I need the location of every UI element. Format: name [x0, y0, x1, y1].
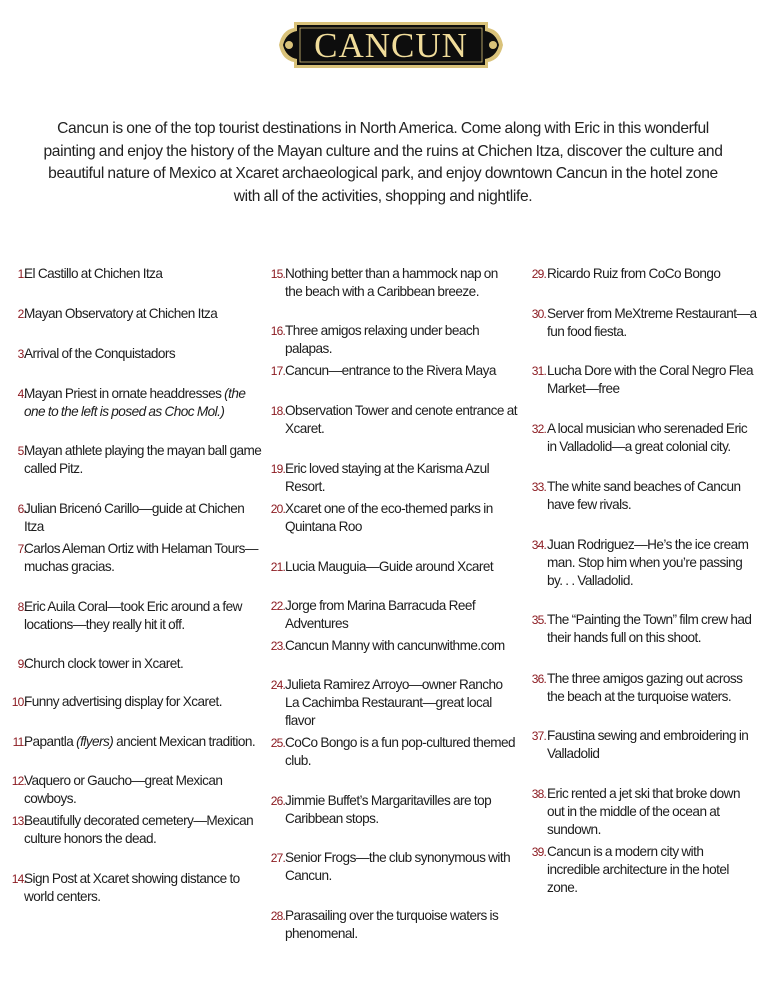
item-number: 32. [531, 422, 546, 436]
item-number: 11. [12, 735, 26, 749]
item-text-main: Carlos Aleman Ortiz with Helaman Tours—muchas gracias. [24, 541, 258, 574]
item-text-main: Funny advertising display for Xcaret. [24, 694, 222, 709]
item-text-main: Papantla [24, 734, 74, 749]
item-text [285, 637, 517, 655]
item-text [547, 785, 757, 839]
item-number: 13. [11, 814, 26, 828]
item-text [24, 442, 264, 478]
item-text [547, 305, 757, 341]
item-text [285, 734, 517, 770]
item-text-main: Senior Frogs—the club synonymous with Cancun. [285, 850, 511, 883]
item-text [285, 849, 517, 885]
item-number: 16. [270, 324, 285, 338]
item-number: 25. [270, 736, 285, 750]
item-text [24, 655, 264, 673]
item-text [24, 870, 264, 906]
item-number: 18. [270, 404, 285, 418]
item-number: 35. [531, 613, 546, 627]
item-text-main: Cancun is a modern city with incredible architecture in the hotel zone. [547, 844, 729, 895]
item-number: 28. [270, 909, 285, 923]
item-text-italic: (flyers) [76, 734, 114, 749]
item-text [285, 907, 517, 943]
item-text [285, 322, 517, 358]
item-text-main: Church clock tower in Xcaret. [24, 656, 184, 671]
item-text [285, 597, 517, 633]
item-number: 19. [270, 462, 285, 476]
item-text-after: ancient Mexican tradition. [116, 734, 256, 749]
item-text [547, 536, 757, 590]
item-number: 15. [270, 267, 285, 281]
intro-paragraph: Cancun is one of the top tourist destinations in North America. Come along with Eric in this wonderful painting and enjoy the history of the Mayan culture and the ruins at Chichen Itza, discover the culture and beautiful nature of Mexico at Xcaret archaeological park, and enjoy downtown Cancun in the hotel zone with all of the activities, shopping and nightlife. [43, 120, 723, 205]
item-number: 10. [11, 695, 26, 709]
item-text [24, 385, 264, 421]
item-text [24, 598, 264, 634]
item-number: 26. [270, 794, 285, 808]
item-text-main: Parasailing over the turquoise waters is phenomenal. [285, 908, 499, 941]
logo-title: CANCUN [314, 26, 468, 65]
item-number: 30. [531, 307, 546, 321]
item-text [24, 693, 264, 711]
item-text-main: The white sand beaches of Cancun have few rivals. [547, 479, 741, 512]
item-text [24, 540, 264, 576]
item-number: 24. [270, 678, 285, 692]
item-text [285, 460, 517, 496]
item-text [547, 420, 757, 456]
item-text [285, 792, 517, 828]
item-number: 4. [17, 387, 26, 401]
item-text [24, 305, 264, 323]
item-text [24, 345, 264, 363]
item-text-main: Julieta Ramirez Arroyo—owner Rancho La Cachimba Restaurant—great local flavor [285, 677, 503, 728]
item-text [547, 478, 757, 514]
item-number: 5. [17, 444, 26, 458]
item-text-main: Observation Tower and cenote entrance at Xcaret. [285, 403, 517, 436]
item-text [547, 843, 757, 897]
item-text [24, 500, 264, 536]
item-text-main: CoCo Bongo is a fun pop-cultured themed club. [285, 735, 516, 768]
item-number: 3. [17, 347, 26, 361]
item-text-main: Cancun—entrance to the Rivera Maya [285, 363, 496, 378]
item-text-main: Vaquero or Gaucho—great Mexican cowboys. [24, 773, 223, 806]
item-number: 22. [270, 599, 285, 613]
item-number: 36. [531, 672, 546, 686]
item-number: 6. [17, 502, 26, 516]
item-number: 38. [531, 787, 546, 801]
item-number: 9. [17, 657, 26, 671]
item-text-main: Juan Rodriguez—He’s the ice cream man. Stop him when you’re passing by. . . Valladolid. [547, 537, 749, 588]
item-text-main: Beautifully decorated cemetery—Mexican culture honors the dead. [24, 813, 254, 846]
item-text-main: Mayan athlete playing the mayan ball game called Pitz. [24, 443, 262, 476]
item-number: 14. [11, 872, 26, 886]
item-text-main: Eric loved staying at the Karisma Azul Resort. [285, 461, 490, 494]
item-text-main: Three amigos relaxing under beach palapas. [285, 323, 480, 356]
item-number: 12. [11, 774, 26, 788]
item-text [547, 670, 757, 706]
item-text [24, 812, 264, 848]
item-text-main: Xcaret one of the eco-themed parks in Quintana Roo [285, 501, 493, 534]
item-number: 34. [531, 538, 546, 552]
item-text [285, 265, 517, 301]
item-text [547, 362, 757, 398]
item-text-main: The “Painting the Town” film crew had their hands full on this shoot. [547, 612, 752, 645]
item-number: 37. [531, 729, 546, 743]
item-text [24, 265, 264, 283]
item-text-italic: (the one to the left is posed as Choc Mol.) [24, 386, 246, 419]
item-number: 17. [270, 364, 285, 378]
item-number: 7. [17, 542, 26, 556]
item-text [285, 402, 517, 438]
item-text-main: Ricardo Ruiz from CoCo Bongo [547, 266, 721, 281]
item-text [285, 676, 517, 730]
item-text-main: Server from MeXtreme Restaurant—a fun food fiesta. [547, 306, 757, 339]
item-text [285, 362, 517, 380]
item-number: 21. [270, 560, 285, 574]
item-text-main: Mayan Observatory at Chichen Itza [24, 306, 218, 321]
item-text [547, 611, 757, 647]
item-text [285, 558, 517, 576]
item-text-main: Cancun Manny with cancunwithme.com [285, 638, 505, 653]
item-number: 2. [17, 307, 26, 321]
item-text [24, 772, 264, 808]
item-text-main: Arrival of the Conquistadors [24, 346, 176, 361]
item-text-main: Lucha Dore with the Coral Negro Flea Market—free [547, 363, 753, 396]
item-text-main: Eric rented a jet ski that broke down out in the middle of the ocean at sundown. [547, 786, 740, 837]
item-number: 39. [531, 845, 546, 859]
item-text-main: Lucia Mauguia—Guide around Xcaret [285, 559, 494, 574]
item-text [285, 500, 517, 536]
item-text-main: A local musician who serenaded Eric in Valladolid—a great colonial city. [547, 421, 748, 454]
item-text-main: Jimmie Buffet’s Margaritavilles are top Caribbean stops. [285, 793, 492, 826]
item-text-main: The three amigos gazing out across the beach at the turquoise waters. [547, 671, 743, 704]
item-number: 31. [531, 364, 546, 378]
item-number: 1. [17, 267, 26, 281]
item-text [24, 733, 264, 751]
item-number: 27. [270, 851, 285, 865]
item-text-main: Eric Auila Coral—took Eric around a few locations—they really hit it off. [24, 599, 242, 632]
item-text-main: Faustina sewing and embroidering in Valladolid [547, 728, 749, 761]
item-text [547, 265, 757, 283]
item-text-main: Jorge from Marina Barracuda Reef Adventures [285, 598, 476, 631]
item-text-main: Nothing better than a hammock nap on the beach with a Caribbean breeze. [285, 266, 498, 299]
item-text [547, 727, 757, 763]
item-text-main: Mayan Priest in ornate headdresses [24, 386, 222, 401]
item-number: 33. [531, 480, 546, 494]
item-number: 8. [17, 600, 26, 614]
item-text-main: Sign Post at Xcaret showing distance to world centers. [24, 871, 240, 904]
cancun-logo [276, 20, 506, 70]
item-number: 23. [270, 639, 285, 653]
item-text-main: El Castillo at Chichen Itza [24, 266, 163, 281]
item-text-main: Julian Bricenó Carillo—guide at Chichen Itza [24, 501, 245, 534]
item-number: 20. [270, 502, 285, 516]
item-number: 29. [531, 267, 546, 281]
